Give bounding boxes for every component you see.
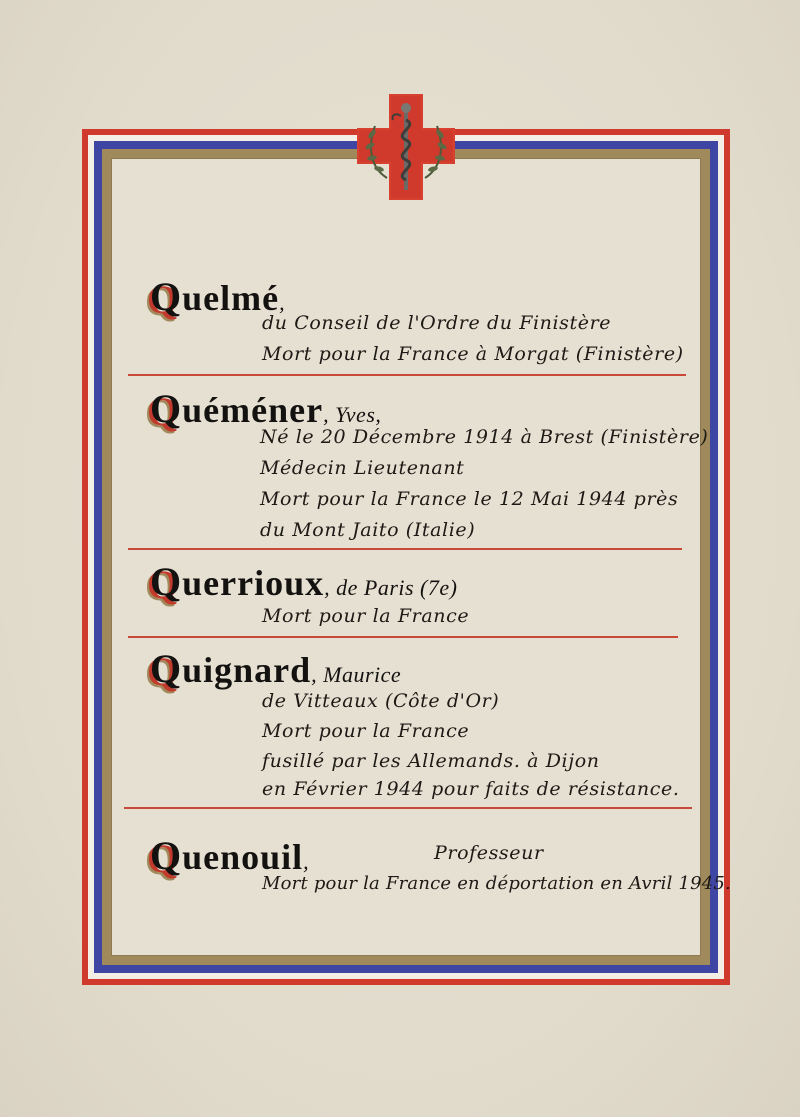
divider [128,548,682,550]
entry-line: Mort pour la France [262,605,470,627]
entry-line: du Conseil de l'Ordre du Finistère [262,312,612,334]
entry-surname: uignard [182,650,312,690]
entry-line: du Mont Jaito (Italie) [260,519,476,541]
entry-suffix: , de Paris (7e) [324,575,458,600]
entry-name [150,645,401,692]
entry-name [150,385,381,432]
entry-initial: Q [150,559,183,604]
entry-line: de Vitteaux (Côte d'Or) [262,690,500,712]
entry-line: en Février 1944 pour faits de résistance. [262,778,680,800]
entry-initial: Q [150,274,183,319]
entry-surname: uelmé [182,278,280,318]
entry-name [150,832,309,879]
entry-surname: uerrioux [182,563,325,603]
entry-initial: Q [150,646,183,691]
divider [128,374,686,376]
entry-surname: uenouil [182,837,304,877]
entry-title: Professeur [434,842,544,864]
entry-suffix: , Maurice [311,662,402,687]
entry-suffix: , Yves, [323,402,382,427]
entry-line: Mort pour la France [262,720,470,742]
divider [124,807,692,809]
divider [128,636,678,638]
entry-suffix: , [303,849,310,874]
entry-line: Mort pour la France à Morgat (Finistère) [262,343,684,365]
entry-initial: Q [150,833,183,878]
entry-line: Né le 20 Décembre 1914 à Brest (Finistère) [260,426,709,448]
entry-initial: Q [150,386,183,431]
red-cross-caduceus-laurel-icon [357,94,455,200]
entry-line: Mort pour la France le 12 Mai 1944 près [260,488,679,510]
entry-name [150,558,457,605]
entry-line: fusillé par les Allemands. à Dijon [262,750,600,772]
entry-surname: uéméner [182,390,324,430]
entry-line: Médecin Lieutenant [260,457,465,479]
entry-line: Mort pour la France en déportation en Avril 1945. [262,873,731,894]
entry-suffix: , [279,290,286,315]
